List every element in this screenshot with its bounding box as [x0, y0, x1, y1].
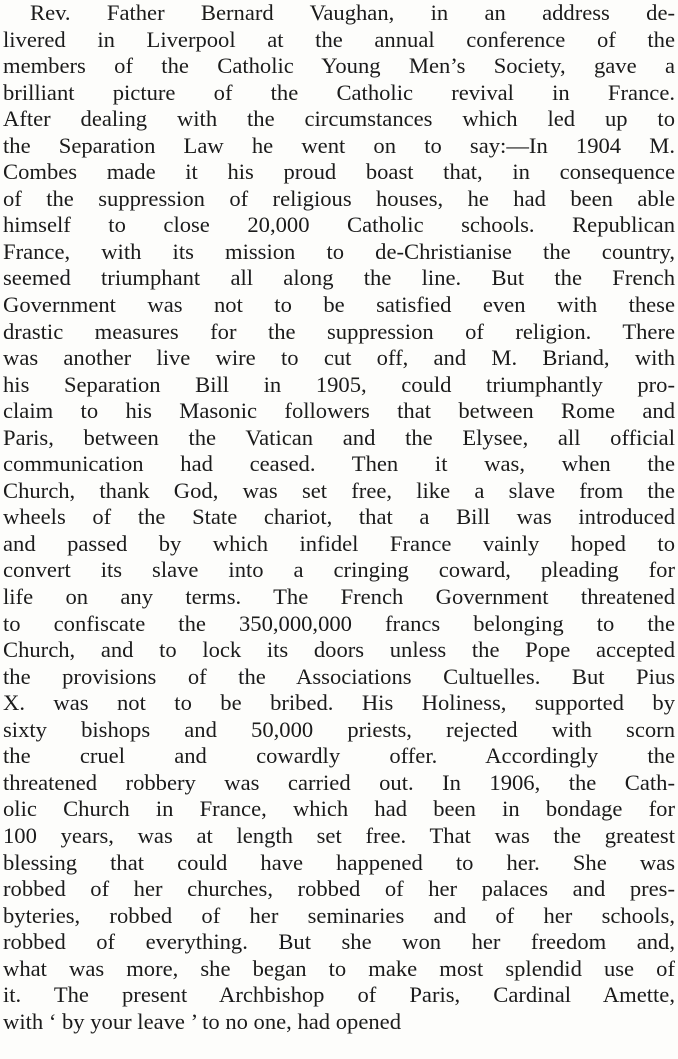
- text-line: of the suppression of religious houses, he had been able: [3, 185, 675, 211]
- text-line: After dealing with the circumstances which led up to: [3, 106, 675, 132]
- text-line: threatened robbery was carried out. In 1906, the Cath-: [3, 769, 675, 795]
- text-line: to confiscate the 350,000,000 francs belonging to the: [3, 610, 675, 636]
- text-line: 100 years, was at length set free. That was the greatest: [3, 822, 675, 848]
- text-line: seemed triumphant all along the line. But the French: [3, 265, 675, 291]
- text-line: Church, and to lock its doors unless the Pope accepted: [3, 637, 675, 663]
- text-line: convert its slave into a cringing coward, pleading for: [3, 557, 675, 583]
- text-line: sixty bishops and 50,000 priests, rejected with scorn: [3, 716, 675, 742]
- text-line: with ‘ by your leave ’ to no one, had opened: [3, 1008, 401, 1034]
- text-line: the cruel and cowardly offer. Accordingly the: [3, 743, 675, 769]
- text-line: X. was not to be bribed. His Holiness, supported by: [3, 690, 675, 716]
- text-line: drastic measures for the suppression of religion. There: [3, 318, 675, 344]
- text-line: himself to close 20,000 Catholic schools. Republican: [3, 212, 675, 238]
- text-line: robbed of everything. But she won her freedom and,: [3, 929, 675, 955]
- text-line: byteries, robbed of her seminaries and of her schools,: [3, 902, 675, 928]
- text-line: robbed of her churches, robbed of her palaces and pres-: [3, 876, 675, 902]
- text-line: wheels of the State chariot, that a Bill was introduced: [3, 504, 675, 530]
- text-line: Church, thank God, was set free, like a slave from the: [3, 477, 675, 503]
- text-line: life on any terms. The French Government threatened: [3, 584, 675, 610]
- text-line: and passed by which infidel France vainly hoped to: [3, 530, 675, 556]
- text-line: the provisions of the Associations Cultuelles. But Pius: [3, 663, 675, 689]
- text-line: blessing that could have happened to her. She was: [3, 849, 675, 875]
- text-line: olic Church in France, which had been in bondage for: [3, 796, 675, 822]
- text-line: Paris, between the Vatican and the Elysee, all official: [3, 424, 675, 450]
- text-line: members of the Catholic Young Men’s Society, gave a: [3, 53, 675, 79]
- text-line: Combes made it his proud boast that, in consequence: [3, 159, 675, 185]
- text-line: France, with its mission to de-Christianise the country,: [3, 238, 675, 264]
- text-line: the Separation Law he went on to say:—In 1904 M.: [3, 132, 675, 158]
- text-line: his Separation Bill in 1905, could triumphantly pro-: [3, 371, 675, 397]
- text-line: livered in Liverpool at the annual conference of the: [3, 26, 675, 52]
- text-line: communication had ceased. Then it was, when the: [3, 451, 675, 477]
- article-text-column: [3, 0, 675, 1035]
- text-line: it. The present Archbishop of Paris, Cardinal Amette,: [3, 982, 675, 1008]
- text-line: was another live wire to cut off, and M. Briand, with: [3, 345, 675, 371]
- text-line: Rev. Father Bernard Vaughan, in an address de-: [30, 0, 675, 25]
- text-line: what was more, she began to make most splendid use of: [3, 955, 675, 981]
- text-line: claim to his Masonic followers that between Rome and: [3, 398, 675, 424]
- text-line: Government was not to be satisfied even with these: [3, 292, 675, 318]
- text-line: brilliant picture of the Catholic revival in France.: [3, 79, 675, 105]
